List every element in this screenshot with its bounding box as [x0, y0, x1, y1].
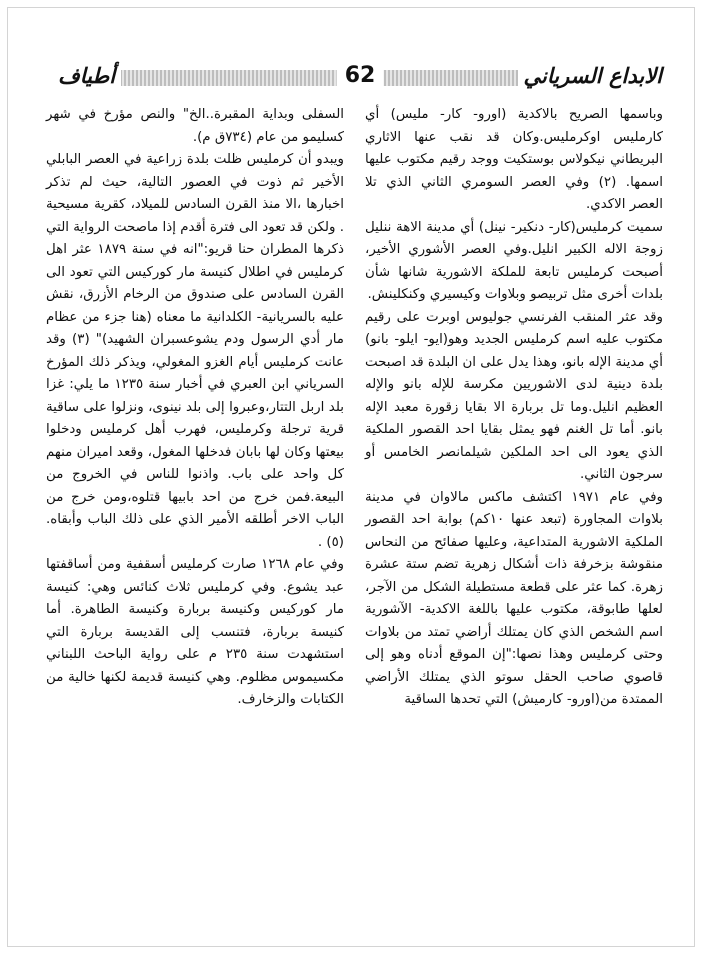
paragraph: وقد عثر المنقب الفرنسي جوليوس اوبرت على رقيم مكتوب عليه اسم كرمليس الجديد وهو(ايو- ايلو- بانو) أي مدينة الإله بانو، وهذا يدل على ان البلدة قد اصبحت بلدة دينية لدى الاشوريين مكرسة للإله بانو والإله العظيم انليل.وما تل بربارة الا بقايا زقورة معبد الإله بانو. أما تل الغنم فهو يمثل بقايا احد القصور الملكية الذي يعود الى احد الملكين شيلمانصر الخامس أو سرجون الثاني. — [365, 309, 663, 482]
magazine-title: الابداع السرياني — [518, 62, 669, 90]
text-column-left — [46, 104, 344, 712]
paragraph: وباسمها الصريح بالاكدية (اورو- كار- مليس) أي كارمليس اوكرمليس.وكان قد نقب عنها الاثاري البريطاني نيكولاس بوستكيت ووجد رقيم مكتوب عليها اسمها. (٢) وفي العصر السومري الثاني الذي تلا العصر الاكدي. — [365, 107, 663, 212]
page-number: 62 — [337, 61, 384, 91]
paragraph: ويبدو أن كرمليس ظلت بلدة زراعية في العصر البابلي الأخير ثم ذوت في العصور التالية، حيث لم تذكر اخبارها ،الا منذ القرن السادس للميلاد، كقرية مسيحية . ولكن قد تعود الى فترة أقدم إذا ماصحت الرواية التي ذكرها المطران حنا قريو:"انه في سنة ١٨٧٩ عثر اهل كرمليس في اطلال كنيسة مار كوركيس التي تعود الى القرن السادس على صندوق من الرخام الأزرق، نقش عليه بالسريانية- الكلدانية ما معناه (هنا جزء من عظام مار أدي الرسول ودم يشوعسبران الشهيد)" (٣) وقد عانت كرمليس أيام الغزو المغولي، ويذكر ذلك المؤرخ السرياني ابن العبري في أخبار سنة ١٢٣٥ ما يلي: غزا بلد اربل التتار،وعبروا إلى بلد نينوى، ونزلوا على ساقية قرية ترجلة وكرمليس، فهرب أهل كرمليس ودخلوا بيعتها وكان لها بابان فدخلها المغول، وقعد اميران منهم كل واحد على باب. واذنوا للناس في الخروج من البيعة.فمن خرج من احد بابيها قتلوه،ومن خرج من الباب الاخر أطلقه الأمير الذي على ذلك الباب وأبقاه. (٥) . — [46, 152, 344, 550]
paragraph: السفلى وبداية المقبرة..الخ" والنص مؤرخ في شهر كسليمو من عام (٧٣٤ق م). — [46, 107, 344, 145]
page-header — [52, 62, 668, 92]
paragraph: سميت كرمليس(كار- دنكير- نينل) أي مدينة الاهة ننليل زوجة الاله الكبير انليل.وفي العصر الأشوري الأخير، أصبحت كرمليس تابعة للملكة الاشورية شانها شأن بلدات أخرى مثل تربيصو وبلاوات وكيسيري وكنكلينش. — [365, 219, 663, 302]
section-title: أطياف — [52, 62, 121, 90]
text-column-right — [365, 104, 663, 712]
paragraph: وفي عام ١٢٦٨ صارت كرمليس أسقفية ومن أساقفتها عبد يشوع. وفي كرمليس ثلاث كنائس وهي: كنيسة مار كوركيس وكنيسة بربارة وكنيسة الطاهرة. أما كنيسة بربارة، فتنسب إلى القديسة بربارة التي استشهدت سنة ٢٣٥ م على رواية الباحث اللبناني مكسيموس مظلوم. وهي كنيسة قديمة لكنها خالية من الكتابات والزخارف. — [46, 557, 344, 707]
paragraph: وفي عام ١٩٧١ اكتشف ماكس مالاوان في مدينة بلاوات المجاورة (تبعد عنها ١٠كم) بوابة احد القصور الملكية الاشورية المتداعية، وعليها صفائح من النحاس منقوشة بزخرفة ذات أشكال زهرية تضم ستة عشرة زهرة. كما عثر على قطعة مستطيلة الشكل من الآجر، لعلها طابوقة، مكتوب عليها باللغة الاكدية- الآشورية اسم الشخص الذي كان يمتلك أراضي تمتد من بلاوات وحتى كرمليس وهذا نصها:"إن الموقع أدناه وهو إلى قاصوي صاحب الحقل سوتو الذي يمتلك الأراضي الممتدة من(اورو- كارميش) التي تحدها الساقية — [365, 489, 664, 707]
